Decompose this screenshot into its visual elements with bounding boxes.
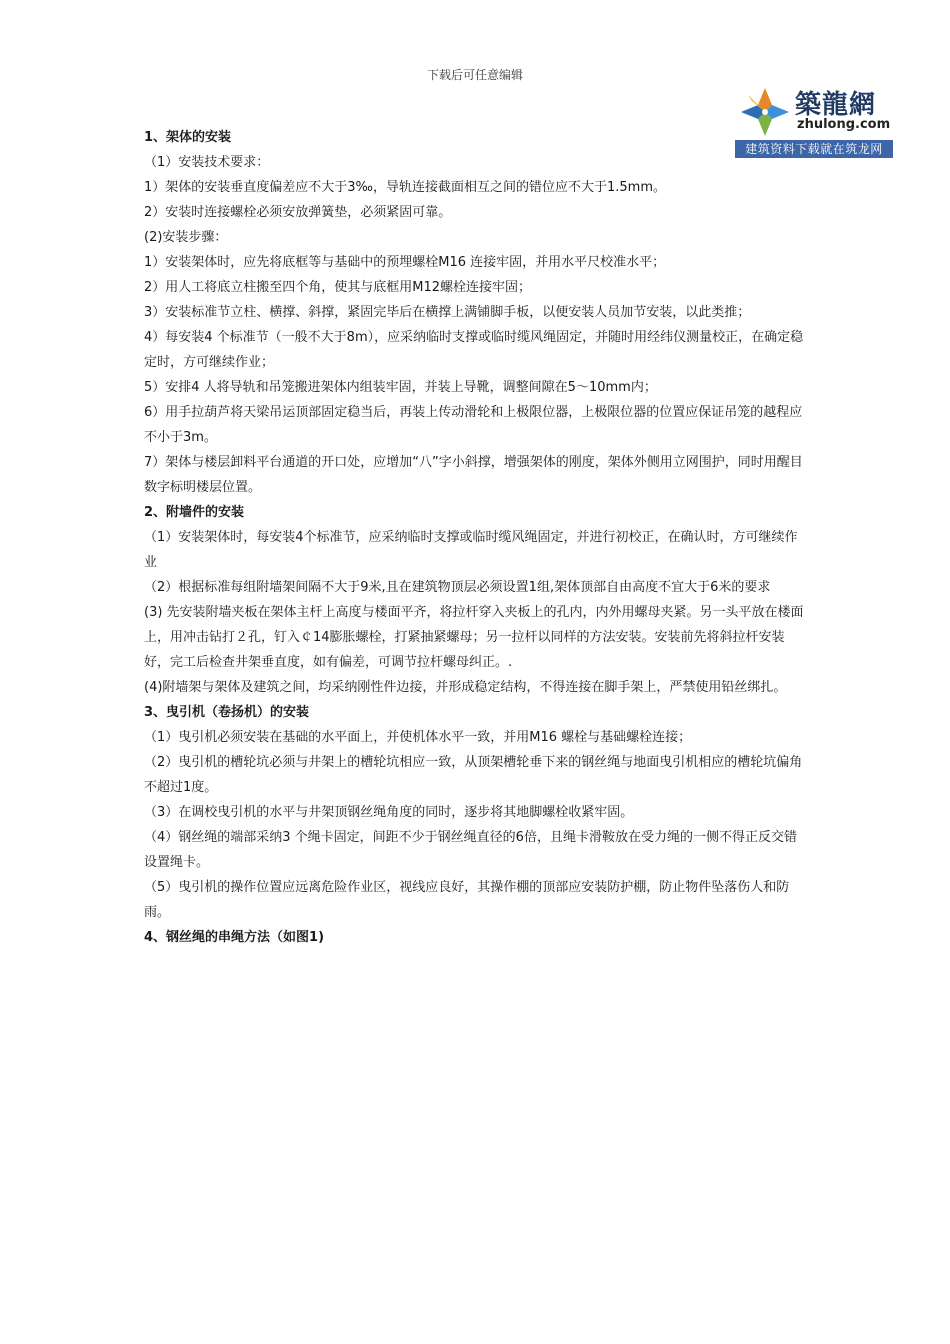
paragraph: （1）曳引机必须安装在基础的水平面上，并使机体水平一致，并用M16 螺栓与基础螺栓连接； bbox=[144, 730, 692, 745]
paragraph: （3）在调校曳引机的水平与井架顶钢丝绳角度的同时，逐步将其地脚螺栓收紧牢固。 bbox=[144, 805, 634, 820]
paragraph: （2）根据标准每组附墙架间隔不大于9米,且在建筑物顶层必须设置1组,架体顶部自由高度不宜大于6米的要求 bbox=[144, 580, 771, 595]
paragraph: 2）用人工将底立柱搬至四个角，使其与底框用M12螺栓连接牢固； bbox=[144, 280, 532, 295]
paragraph: 6）用手拉葫芦将天梁吊运顶部固定稳当后，再装上传动滑轮和上极限位器，上极限位器的位置应保证吊笼的越程应不小于3m。 bbox=[144, 405, 803, 445]
paragraph: （1）安装技术要求： bbox=[144, 155, 270, 170]
section-title: 2、附墙件的安装 bbox=[144, 505, 245, 520]
section-title: 1、架体的安装 bbox=[144, 130, 232, 145]
paragraph: 1）架体的安装垂直度偏差应不大于3‰，导轨连接截面相互之间的错位应不大于1.5mm。 bbox=[144, 180, 666, 195]
paragraph: （2）曳引机的槽轮坑必须与井架上的槽轮坑相应一致，从顶架槽轮垂下来的钢丝绳与地面曳引机相应的槽轮坑偏角不超过1度。 bbox=[144, 755, 803, 795]
section-title: 3、曳引机（卷扬机）的安装 bbox=[144, 705, 310, 720]
logo-en-text: zhulong.com bbox=[797, 117, 891, 132]
paragraph: 7）架体与楼层卸料平台通道的开口处，应增加“八”字小斜撑，增强架体的刚度，架体外侧用立网围护，同时用醒目数字标明楼层位置。 bbox=[144, 455, 803, 495]
paragraph: （5）曳引机的操作位置应远离危险作业区，视线应良好，其操作棚的顶部应安装防护棚，防止物件坠落伤人和防雨。 bbox=[144, 880, 790, 920]
logo-cn-text: 築龍網 bbox=[795, 90, 877, 120]
paragraph: 4）每安装4 个标准节（一般不大于8m），应采纳临时支撑或临时缆风绳固定，并随时用经纬仪测量校正，在确定稳定时，方可继续作业； bbox=[144, 330, 804, 370]
paragraph: （4）钢丝绳的端部采纳3 个绳卡固定，间距不少于钢丝绳直径的6倍，且绳卡滑鞍放在受力绳的一侧不得正反交错设置绳卡。 bbox=[144, 830, 797, 870]
paragraph: 2）安装时连接螺栓必须安放弹簧垫，必须紧固可靠。 bbox=[144, 205, 452, 220]
section-title: 4、钢丝绳的串绳方法（如图1) bbox=[144, 930, 325, 945]
document-body bbox=[144, 125, 809, 950]
logo-tagline: 建筑资料下载就在筑龙网 bbox=[735, 140, 893, 158]
paragraph: (3) 先安装附墙夹板在架体主杆上高度与楼面平齐，将拉杆穿入夹板上的孔内，内外用螺母夹紧。另一头平放在楼面上，用冲击钻打２孔，钉入￠14膨胀螺栓，打紧抽紧螺母；另一拉杆以同样的方法安装。安装前先将斜拉杆安装好，完工后检查井架垂直度，如有偏差，可调节拉杆螺母纠正。. bbox=[144, 605, 804, 670]
paragraph: （1）安装架体时，每安装4个标准节，应采纳临时支撑或临时缆风绳固定，并进行初校正，在确认时，方可继续作业 bbox=[144, 530, 798, 570]
paragraph: (4)附墙架与架体及建筑之间，均采纳刚性件边接，并形成稳定结构，不得连接在脚手架上，严禁使用铅丝绑扎。 bbox=[144, 680, 787, 695]
paragraph: 5）安排4 人将导轨和吊笼搬进架体内组装牢固，并装上导靴，调整间隙在5～10mm内； bbox=[144, 380, 657, 395]
paragraph: 1）安装架体时，应先将底框等与基础中的预埋螺栓M16 连接牢固，并用水平尺校准水平； bbox=[144, 255, 666, 270]
header-note: 下载后可任意编辑 bbox=[426, 68, 523, 82]
paragraph: (2)安装步骤： bbox=[144, 230, 228, 245]
paragraph: 3）安装标准节立柱、横撑、斜撑，紧固完毕后在横撑上满铺脚手板，以便安装人员加节安装，以此类推； bbox=[144, 305, 751, 320]
